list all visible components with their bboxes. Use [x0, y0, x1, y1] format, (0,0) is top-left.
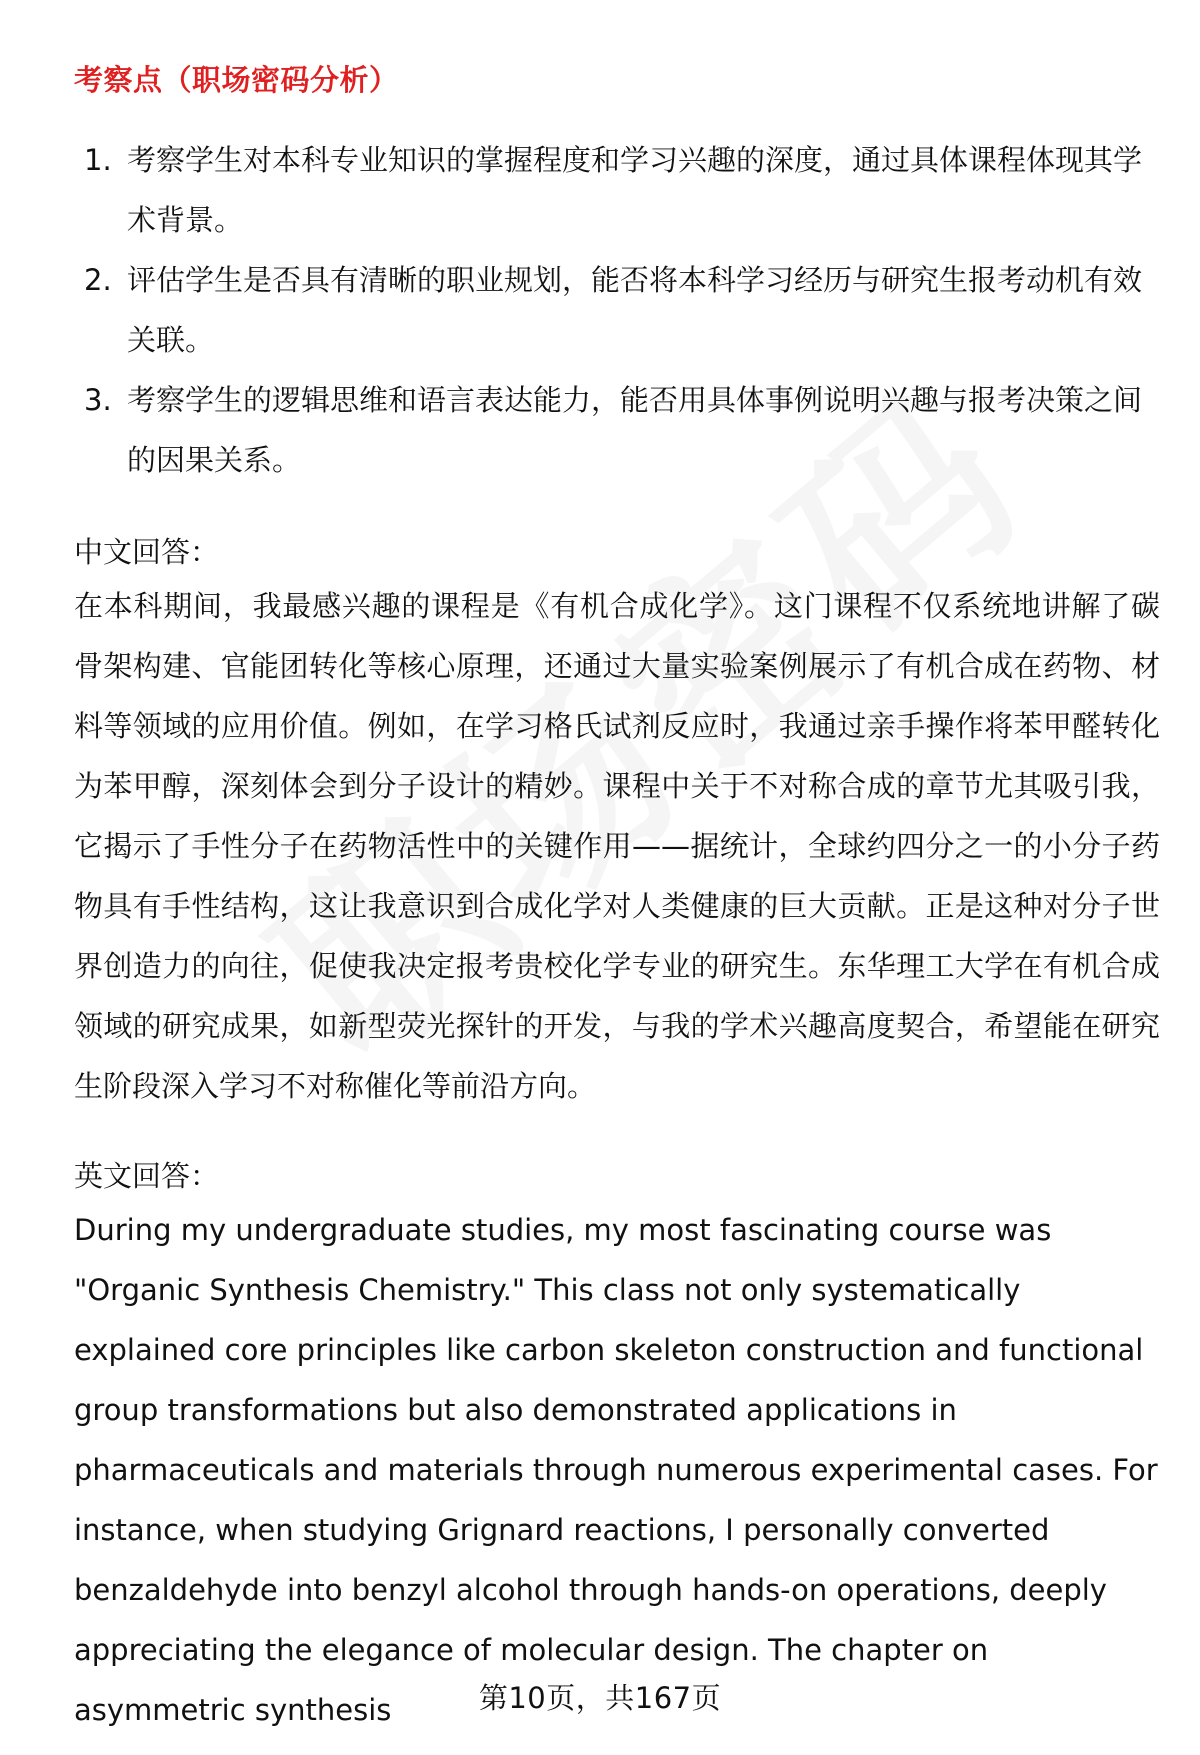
list-item-text: 考察学生的逻辑思维和语言表达能力，能否用具体事例说明兴趣与报考决策之间的因果关系。: [127, 383, 1143, 477]
list-item-text: 考察学生对本科专业知识的掌握程度和学习兴趣的深度，通过具体课程体现其学术背景。: [127, 143, 1143, 237]
english-answer-label: 英文回答：: [74, 1159, 220, 1193]
list-item-text: 评估学生是否具有清晰的职业规划，能否将本科学习经历与研究生报考动机有效关联。: [127, 263, 1143, 357]
section-title: 考察点（职场密码分析）: [74, 63, 399, 97]
list-item-number: 3.: [84, 383, 112, 417]
list-item: [74, 370, 1154, 490]
list-item-number: 2.: [84, 263, 112, 297]
list-item-number: 1.: [84, 143, 112, 177]
assessment-points-list: [74, 130, 1154, 490]
list-item: [74, 250, 1154, 370]
chinese-answer-text: 在本科期间，我最感兴趣的课程是《有机合成化学》。这门课程不仅系统地讲解了碳骨架构建、官能团转化等核心原理，还通过大量实验案例展示了有机合成在药物、材料等领域的应用价值。例如，在学习格氏试剂反应时，我通过亲手操作将苯甲醛转化为苯甲醇，深刻体会到分子设计的精妙。课程中关于不对称合成的章节尤其吸引我，它揭示了手性分子在药物活性中的关键作用——据统计，全球约四分之一的小分子药物具有手性结构，这让我意识到合成化学对人类健康的巨大贡献。正是这种对分子世界创造力的向往，促使我决定报考贵校化学专业的研究生。东华理工大学在有机合成领域的研究成果，如新型荧光探针的开发，与我的学术兴趣高度契合，希望能在研究生阶段深入学习不对称催化等前沿方向。: [74, 589, 1160, 1103]
page-number-footer: 第10页，共167页: [478, 1681, 722, 1715]
list-item: [74, 130, 1154, 250]
english-answer-text: During my undergraduate studies, my most fascinating course was "Organic Synthesis Chemistry." This class not only systematically explained core principles like carbon skeleton construction and functional group transformations but also demonstrated applications in pharmaceuticals and materials through numerous experimental cases. For instance, when studying Grignard reactions, I personally converted benzaldehyde into benzyl alcohol through hands-on operations, deeply appreciating the elegance of molecular design. The chapter on asymmetric synthesis: [74, 1213, 1158, 1727]
chinese-answer-label: 中文回答：: [74, 535, 220, 569]
